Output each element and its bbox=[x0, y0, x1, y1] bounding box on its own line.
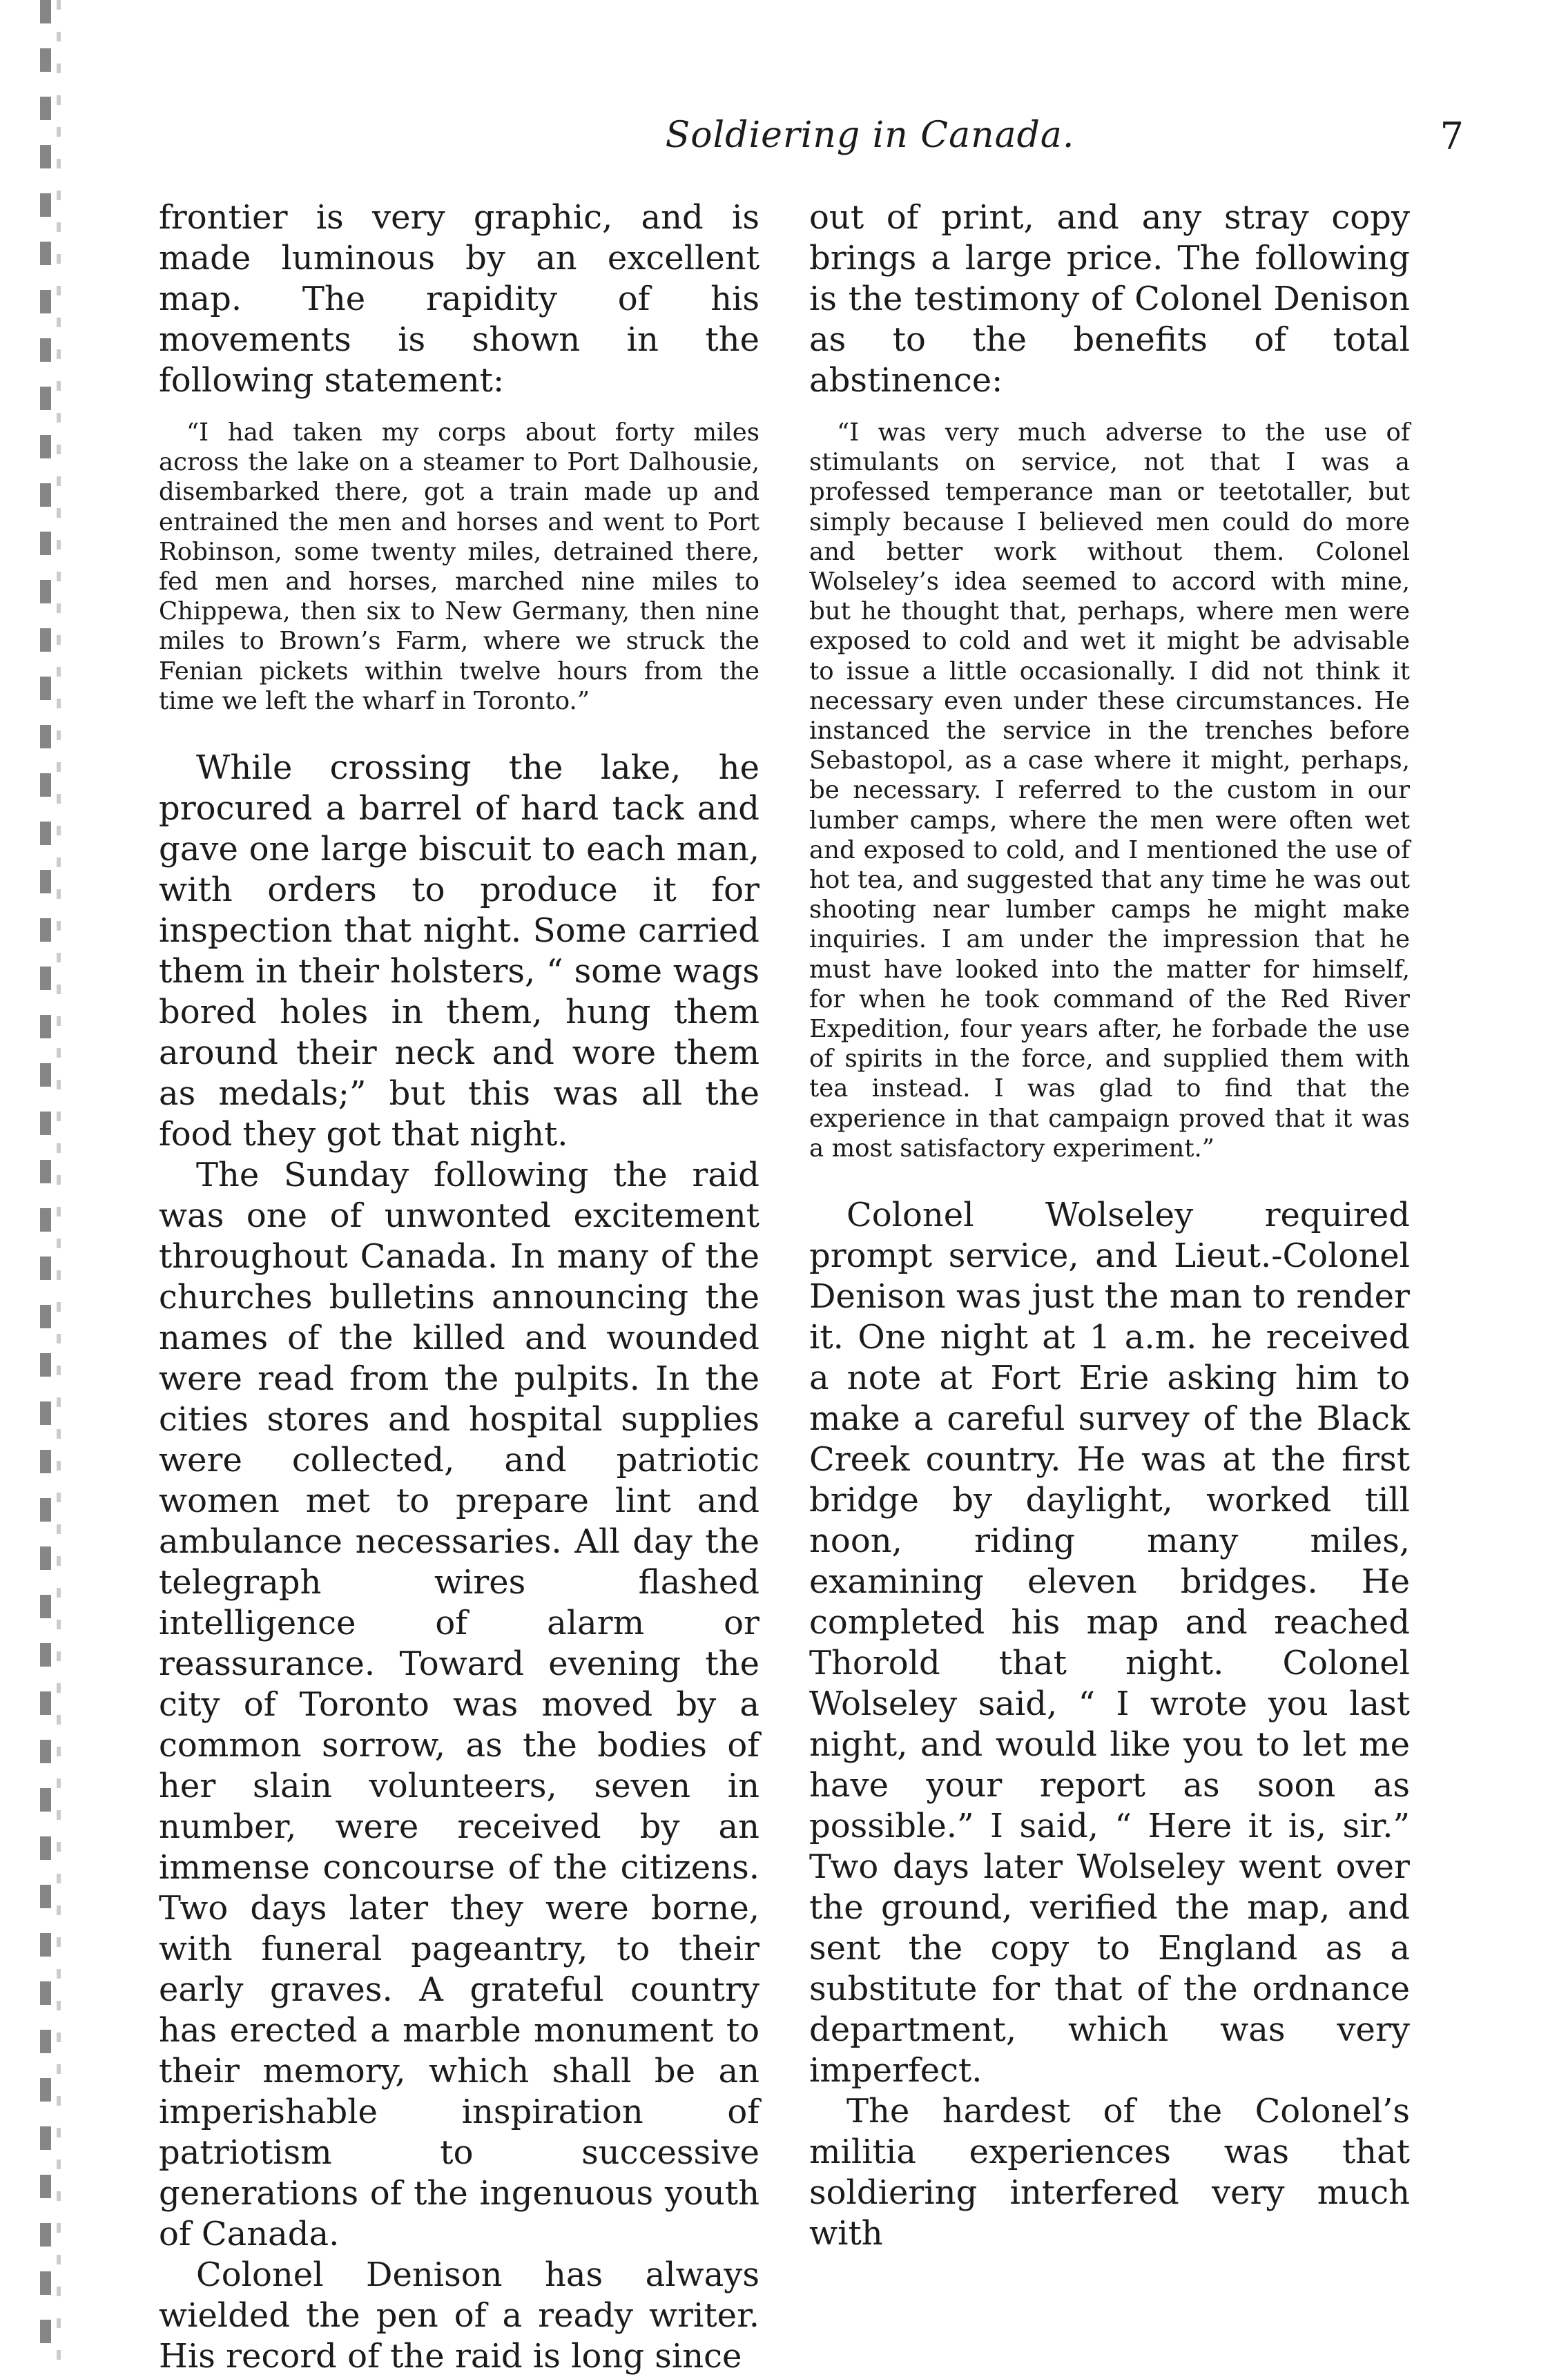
running-head-title: Soldiering in Canada. bbox=[665, 115, 1075, 156]
binding-edge-decoration bbox=[40, 0, 51, 2362]
left-paragraph-sunday-following: The Sunday following the raid was one of unwonted excitement throughout Canada. In many of the churches bulletins announcing the names of the killed and wounded were read from the pulpits. In the cities stores and hospital supplies were collected, and patriotic women met to prepare lint and ambulance necessaries. All day the telegraph wires flashed intelligence of alarm or reassurance. Toward evening the city of Toronto was moved by a common sorrow, as the bodies of her slain volunteers, seven in number, were received by an immense concourse of the citizens. Two days later they were borne, with funeral pageantry, to their early graves. A grateful country has erected a marble monument to their memory, which shall be an imperishable inspiration of patriotism to successive generations of the ingenuous youth of Canada. bbox=[159, 1156, 759, 2254]
left-column bbox=[159, 197, 759, 2377]
running-head bbox=[159, 115, 1464, 170]
left-paragraph-denison-pen: Colonel Denison has always wielded the pen of a ready writer. His record of the raid is long since bbox=[159, 2255, 759, 2376]
left-paragraph-continuation: frontier is very graphic, and is made luminous by an excellent map. The rapidity of his movements is shown in the following statement: bbox=[159, 198, 759, 400]
right-paragraph-wolseley-survey: Colonel Wolseley required prompt service, and Lieut.-Colonel Denison was just the man to render it. One night at 1 a.m. he received a note at Fort Erie asking him to make a careful survey of the Black Creek country. He was at the first bridge by daylight, worked till noon, riding many miles, examining eleven bridges. He completed his map and reached Thorold that night. Colonel Wolseley said, “ I wrote you last night, and would like you to let me have your report as soon as possible.” I said, “ Here it is, sir.” Two days later Wolseley went over the ground, verified the map, and sent the copy to England as a substitute for that of the ordnance department, which was very imperfect. bbox=[809, 1196, 1410, 2090]
left-block-quote: “I had taken my corps about forty miles across the lake on a steamer to Port Dalhousie, disembarked there, got a train made up and entrained the men and horses and went to Port Robinson, some twenty miles, detrained there, fed men and horses, marched nine miles to Chippewa, then six to New Germany, then nine miles to Brown’s Farm, where we struck the Fenian pickets within twelve hours from the time we left the wharf in Toronto.” bbox=[159, 418, 759, 715]
right-column bbox=[809, 197, 1410, 2254]
binding-shadow-decoration bbox=[57, 0, 61, 2362]
left-paragraph-hard-tack: While crossing the lake, he procured a barrel of hard tack and gave one large biscuit to each man, with orders to produce it for inspection that night. Some carried them in their holsters, “ some wags bored holes in them, hung them around their neck and wore them as medals;” but this was all the food they got that night. bbox=[159, 748, 759, 1154]
right-block-quote: “I was very much adverse to the use of stimulants on service, not that I was a professed temperance man or teetotaller, but simply because I believed men could do more and better work without them. Colonel Wolseley’s idea seemed to accord with mine, but he thought that, perhaps, where men were exposed to cold and wet it might be advisable to issue a little occasionally. I did not think it necessary even under these circumstances. He instanced the service in the trenches before Sebastopol, as a case where it might, perhaps, be necessary. I referred to the custom in our lumber camps, where the men were often wet and exposed to cold, and I mentioned the use of hot tea, and suggested that any time he was out shooting near lumber camps he might make inquiries. I am under the impression that he must have looked into the matter for himself, for when he took command of the Red River Expedition, four years after, he forbade the use of spirits in the force, and supplied them with tea instead. I was glad to find that the experience in that campaign proved that it was a most satisfactory experiment.” bbox=[809, 418, 1410, 1163]
right-paragraph-continuation: out of print, and any stray copy brings a large price. The following is the testimony of Colonel Denison as to the benefits of total abstinence: bbox=[809, 198, 1410, 400]
right-paragraph-hardest-experience: The hardest of the Colonel’s militia experiences was that soldiering interfered very much with bbox=[809, 2092, 1410, 2253]
page-number: 7 bbox=[1440, 115, 1464, 158]
